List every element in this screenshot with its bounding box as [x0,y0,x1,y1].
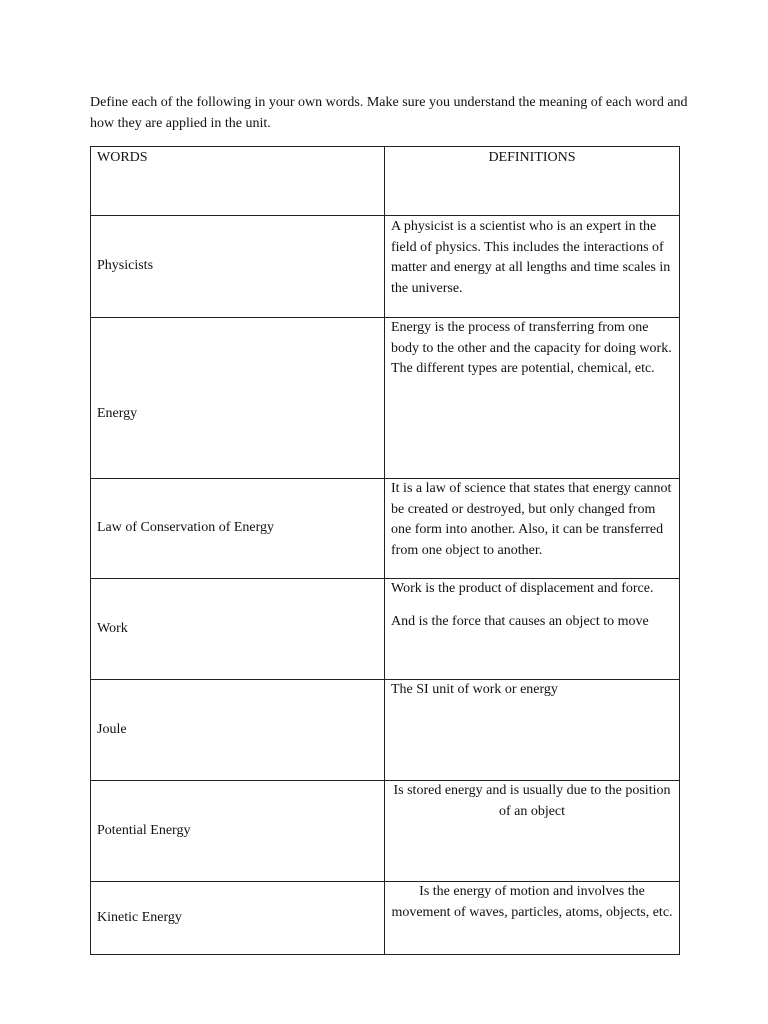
word-energy: Energy [91,318,385,479]
vocabulary-table [90,146,680,955]
definition-text: A physicist is a scientist who is an expert in the field of physics. This includes the interactions of matter and energy at all lengths and time scales in the universe. [391,219,671,296]
definition-physicists [385,216,680,318]
header-words: WORDS [91,147,385,216]
table-row [91,882,680,955]
header-definitions: DEFINITIONS [385,147,680,216]
definition-potential-energy [385,781,680,882]
definition-energy [385,318,680,479]
table-row [91,479,680,579]
table-row [91,318,680,479]
table-row [91,579,680,680]
definition-work [385,579,680,680]
word-kinetic-energy: Kinetic Energy [91,882,385,955]
table-row [91,216,680,318]
definition-law-of-conservation [385,479,680,579]
table-row [91,680,680,781]
definition-text: The SI unit of work or energy [391,682,558,697]
definition-text: Is stored energy and is usually due to the position of an object [393,783,671,819]
definition-kinetic-energy [385,882,680,955]
instructions-text: Define each of the following in your own words. Make sure you understand the meaning of each word and how they are applied in the unit. [90,95,688,131]
definition-text: And is the force that causes an object to move [391,613,649,629]
word-joule: Joule [91,680,385,781]
definition-text: It is a law of science that states that energy cannot be created or destroyed, but only changed from one form into another. Also, it can be transferred from one object to another. [391,481,672,558]
definition-text: Is the energy of motion and involves the movement of waves, particles, atoms, objects, etc. [391,884,673,920]
table-row [91,781,680,882]
definition-joule [385,680,680,781]
word-work: Work [91,579,385,680]
word-law-of-conservation: Law of Conservation of Energy [91,479,385,579]
definition-text: Work is the product of displacement and force. [391,581,654,596]
word-potential-energy: Potential Energy [91,781,385,882]
word-physicists: Physicists [91,216,385,318]
definition-text: Energy is the process of transferring from one body to the other and the capacity for doing work. The different types are potential, chemical, etc. [391,320,672,376]
table-header-row [91,147,680,216]
